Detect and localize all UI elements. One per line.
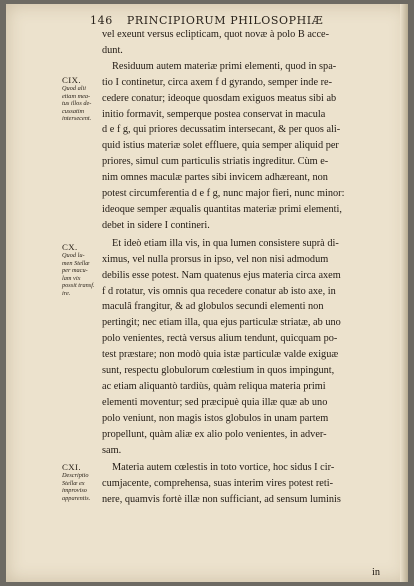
running-header bbox=[90, 14, 390, 27]
margin-note-line: per macu- bbox=[62, 267, 88, 275]
margin-note-line: possit transf. bbox=[62, 282, 95, 290]
margin-note-line: Stellæ ex bbox=[62, 479, 85, 487]
margin-note-line: intersecent. bbox=[62, 115, 92, 123]
text-line: Residuum autem materiæ primi elementi, quod in spa- bbox=[112, 60, 337, 72]
text-line: nim omnes maculæ partes sibi invicem adhæreant, non bbox=[102, 172, 328, 184]
text-line: pertingit; nec etiam illa, qua ejus particulæ striatæ, ab uno bbox=[102, 317, 341, 329]
text-line: potest circumferentia d e f g, nunc major fieri, nunc minor: bbox=[102, 188, 345, 200]
catchword: in bbox=[371, 567, 380, 578]
margin-note-line: lam vix bbox=[62, 274, 81, 282]
text-line: ac etiam aliquantò tardiùs, quàm reliqua materia primi bbox=[102, 380, 326, 392]
text-line: nere, quamvis fortè illæ non sufficiant, ad sensum luminis bbox=[102, 494, 341, 506]
text-line: elementi moventur; sed præcipuè quia illæ quæ ab uno bbox=[102, 396, 328, 408]
text-line: ximus, vel nulla prorsus in ipso, vel non nisi admodum bbox=[102, 253, 329, 265]
text-line: debilis esse potest. Nam quatenus ejus materia circa axem bbox=[102, 269, 341, 281]
margin-note-line: ire. bbox=[62, 289, 71, 297]
text-line: initio formavit, semperque postea conservat in macula bbox=[102, 108, 326, 120]
text-line: sunt, respectu globulorum cœlestium in quos impingunt, bbox=[102, 365, 335, 377]
margin-note-line: men Stellæ bbox=[62, 259, 90, 267]
margin-note-line: apparentis. bbox=[62, 494, 91, 502]
margin-note-line: Quod alii bbox=[62, 85, 86, 92]
margin-note-line: Quod lu- bbox=[62, 252, 85, 259]
text-line: dunt. bbox=[102, 44, 123, 56]
text-line: quid istius materiæ solet effluere, quia semper aliquid per bbox=[102, 140, 339, 152]
margin-note-line: improviso bbox=[62, 487, 87, 495]
page-number: 146 bbox=[90, 14, 113, 27]
text-line: d e f g, qui priores decussatim intersecant, & per quos ali- bbox=[102, 124, 341, 136]
text-line: sam. bbox=[102, 444, 122, 456]
text-line: tio I continetur, circa axem f d gyrando, semper inde re- bbox=[102, 76, 333, 88]
text-line: maculâ frangitur, & ad globulos secundi elementi non bbox=[102, 301, 324, 313]
margin-note-cix bbox=[62, 75, 104, 123]
margin-note-line: Descriptio bbox=[62, 472, 89, 479]
text-line: test præstare; non modò quia istæ particulæ valde exiguæ bbox=[102, 349, 339, 361]
text-line: f d rotatur, vis omnis qua recedere conatur ab isto axe, in bbox=[102, 285, 336, 297]
margin-note-cxi bbox=[62, 462, 104, 502]
margin-note-number: CIX. bbox=[62, 75, 81, 85]
margin-note-cx bbox=[62, 242, 104, 298]
text-line: Materia autem cœlestis in toto vortice, hoc sidus I cir- bbox=[112, 462, 335, 474]
text-line: polo venientes, rectà versus alium tendunt, quicquam po- bbox=[102, 333, 338, 345]
margin-note-line: etiam mea- bbox=[62, 92, 91, 100]
body-text bbox=[102, 27, 388, 508]
text-line: Et ideò etiam illa vis, in qua lumen consistere suprà di- bbox=[112, 237, 339, 249]
text-line: propellunt, quàm aliæ ex alio polo venientes, in adver- bbox=[102, 428, 327, 440]
text-line: debet in sidere I contineri. bbox=[102, 219, 210, 231]
text-line: ideoque semper æqualis quantitas materiæ primi elementi, bbox=[102, 203, 342, 215]
margin-note-number: CXI. bbox=[62, 462, 81, 472]
text-line: cedere conatur; ideoque quosdam exiguos meatus sibi ab bbox=[102, 92, 337, 104]
margin-note-number: CX. bbox=[62, 242, 78, 252]
text-line: polo veniunt, non magis istos globulos in unam partem bbox=[102, 412, 329, 424]
text-line: cumjacente, comprehensa, suas interim vires potest reti- bbox=[102, 478, 334, 490]
book-page bbox=[6, 4, 408, 582]
margin-note-line: cussatim bbox=[62, 107, 85, 115]
text-line: priores, simul cum particulis striatis ingreditur. Cùm e- bbox=[102, 156, 329, 168]
text-line: vel exeunt versus eclipticam, quot novæ à polo B acce- bbox=[102, 29, 330, 40]
running-head-title: PRINCIPIORUM PHILOSOPHIÆ bbox=[126, 14, 324, 27]
margin-note-line: tus illos de- bbox=[62, 100, 92, 108]
page-gutter-shadow bbox=[400, 4, 408, 582]
